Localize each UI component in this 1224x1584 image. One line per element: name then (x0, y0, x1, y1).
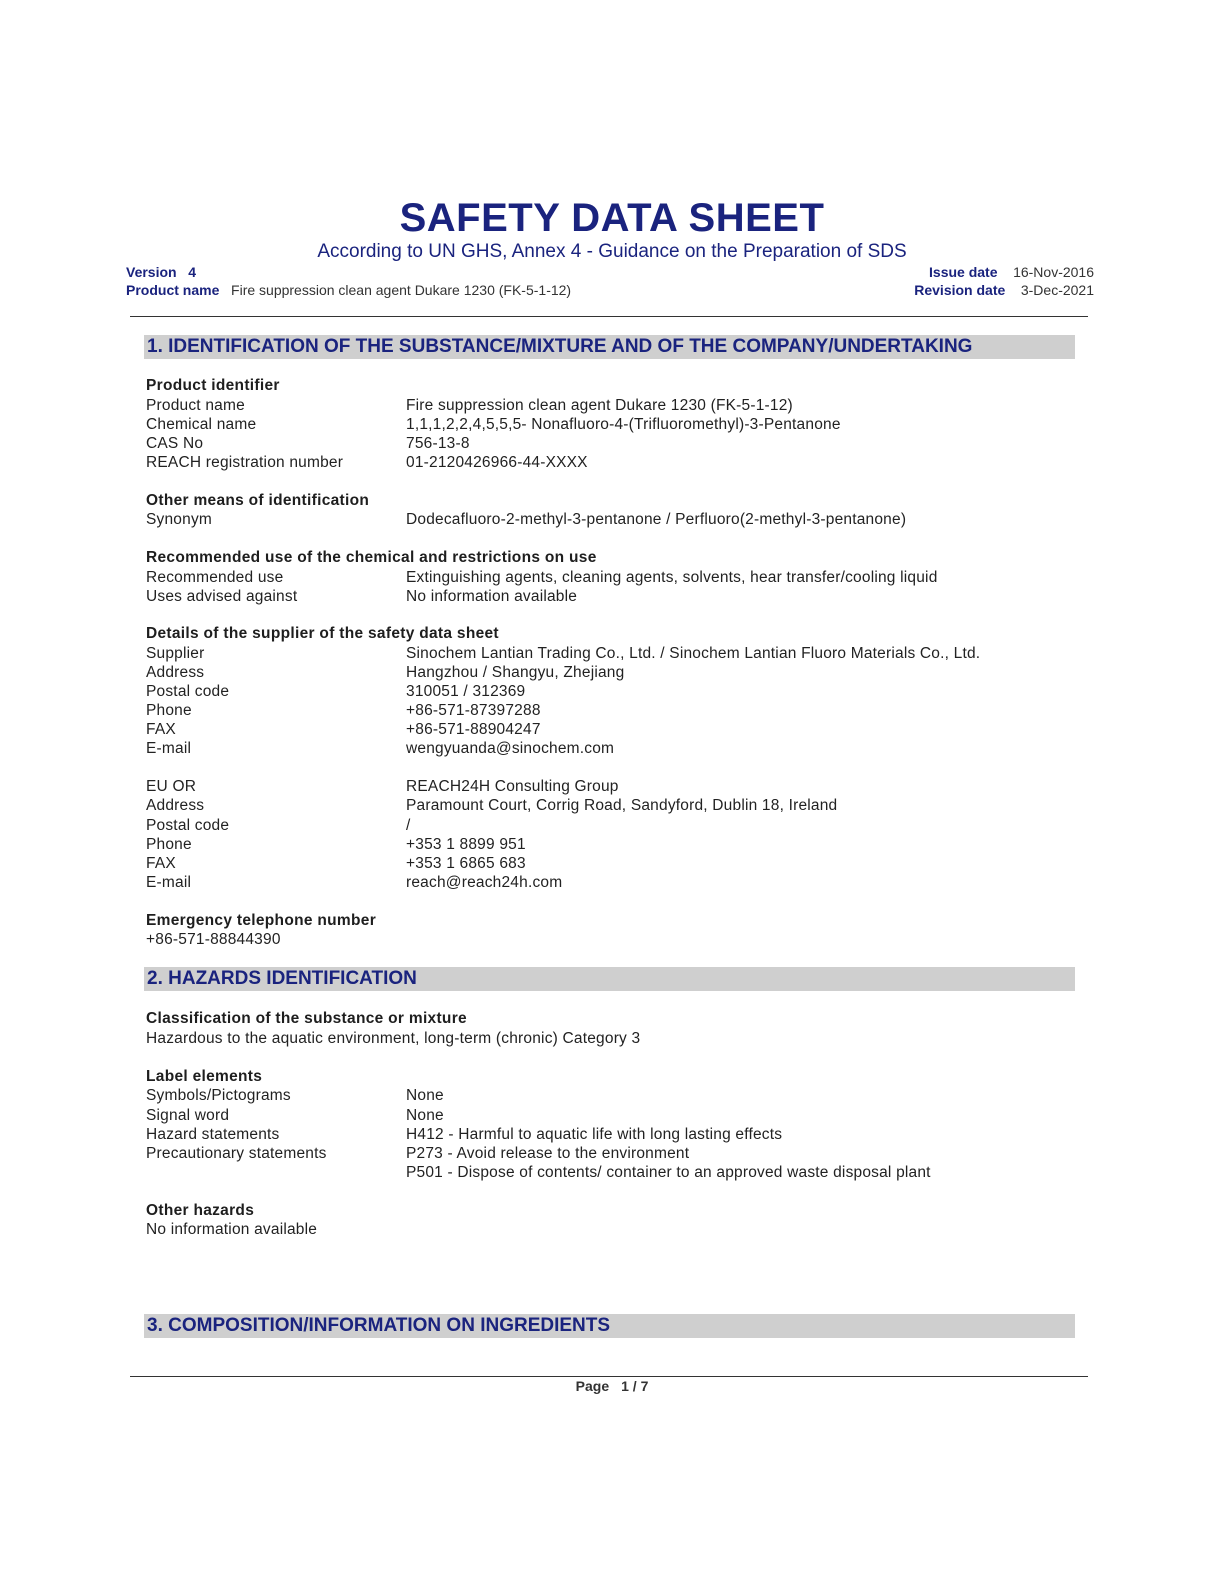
page-label: Page (575, 1378, 610, 1394)
row-value: +353 1 8899 951 (406, 836, 526, 853)
revision-date-line (914, 282, 1094, 298)
row-value: +353 1 6865 683 (406, 855, 526, 872)
row-value: 1,1,1,2,2,4,5,5,5- Nonafluoro-4-(Trifluoromethyl)-3-Pentanone (406, 416, 841, 433)
eu-or-row (146, 816, 1086, 835)
emergency-phone-value: +86-571-88844390 (146, 931, 281, 948)
label-element-row (146, 1163, 1086, 1182)
row-value: 310051 / 312369 (406, 683, 526, 700)
row-label: E-mail (146, 874, 192, 891)
version-line (126, 264, 196, 280)
row-value: / (406, 817, 411, 834)
row-label: Recommended use (146, 569, 284, 586)
issue-date-label: Issue date (929, 264, 998, 280)
row-label: Product name (146, 397, 245, 414)
version-label: Version (126, 264, 177, 280)
issue-date-value: 16-Nov-2016 (1013, 264, 1094, 280)
row-value: +86-571-88904247 (406, 721, 541, 738)
classification-value: Hazardous to the aquatic environment, long-term (chronic) Category 3 (146, 1030, 641, 1047)
row-label: FAX (146, 721, 176, 738)
product-identifier-row (146, 396, 1086, 415)
eu-or-row (146, 873, 1086, 892)
row-label: Chemical name (146, 416, 257, 433)
synonym-row (146, 510, 1086, 529)
recommended-use-heading: Recommended use of the chemical and restrictions on use (146, 549, 597, 566)
row-label: EU OR (146, 778, 197, 795)
row-value: H412 - Harmful to aquatic life with long lasting effects (406, 1126, 783, 1143)
emergency-phone-heading: Emergency telephone number (146, 912, 377, 929)
row-value: None (406, 1087, 444, 1104)
supplier-row (146, 739, 1086, 758)
row-value: +86-571-87397288 (406, 702, 541, 719)
row-value: P273 - Avoid release to the environment (406, 1145, 690, 1162)
page-footer (0, 1378, 1224, 1394)
row-label: E-mail (146, 740, 192, 757)
row-value: Hangzhou / Shangyu, Zhejiang (406, 664, 625, 681)
row-value: Fire suppression clean agent Dukare 1230 (FK-5-1-12) (406, 397, 793, 414)
label-element-row (146, 1106, 1086, 1125)
row-value: Paramount Court, Corrig Road, Sandyford, Dublin 18, Ireland (406, 797, 838, 814)
row-value: Extinguishing agents, cleaning agents, solvents, hear transfer/cooling liquid (406, 569, 938, 586)
row-label: Supplier (146, 645, 205, 662)
product-name-value: Fire suppression clean agent Dukare 1230 (FK-5-1-12) (231, 282, 572, 298)
product-name-label: Product name (126, 282, 220, 298)
section-2-heading: 2. HAZARDS IDENTIFICATION (144, 967, 1075, 991)
version-value: 4 (188, 264, 197, 280)
row-label: CAS No (146, 435, 204, 452)
section-1-heading: 1. IDENTIFICATION OF THE SUBSTANCE/MIXTURE AND OF THE COMPANY/UNDERTAKING (144, 335, 1075, 359)
other-hazards-heading: Other hazards (146, 1202, 255, 1219)
row-label: Address (146, 664, 205, 681)
row-label: Uses advised against (146, 588, 298, 605)
supplier-row (146, 682, 1086, 701)
row-label: Postal code (146, 817, 230, 834)
product-identifier-heading: Product identifier (146, 377, 280, 394)
row-value: 756-13-8 (406, 435, 470, 452)
recommended-use-row (146, 568, 1086, 587)
header-divider (130, 316, 1088, 317)
label-element-row (146, 1125, 1086, 1144)
supplier-row (146, 701, 1086, 720)
product-identifier-row (146, 434, 1086, 453)
recommended-use-row (146, 587, 1086, 606)
row-value: reach@reach24h.com (406, 874, 563, 891)
document-title: SAFETY DATA SHEET (399, 196, 825, 240)
other-means-heading: Other means of identification (146, 492, 370, 509)
eu-or-row (146, 854, 1086, 873)
row-label: FAX (146, 855, 176, 872)
row-label: Phone (146, 702, 192, 719)
label-element-row (146, 1144, 1086, 1163)
supplier-row (146, 644, 1086, 663)
row-value: None (406, 1107, 444, 1124)
row-value: Dodecafluoro-2-methyl-3-pentanone / Perfluoro(2-methyl-3-pentanone) (406, 511, 907, 528)
eu-or-row (146, 796, 1086, 815)
row-label: Synonym (146, 511, 213, 528)
eu-or-row (146, 835, 1086, 854)
supplier-row (146, 663, 1086, 682)
footer-divider (130, 1376, 1088, 1377)
page-number: 1 / 7 (621, 1378, 649, 1394)
row-value: Sinochem Lantian Trading Co., Ltd. / Sinochem Lantian Fluoro Materials Co., Ltd. (406, 645, 981, 662)
classification-heading: Classification of the substance or mixture (146, 1010, 467, 1027)
row-label: Signal word (146, 1107, 230, 1124)
revision-date-value: 3-Dec-2021 (1020, 282, 1094, 298)
row-label: REACH registration number (146, 454, 344, 471)
row-label: Address (146, 797, 205, 814)
row-value: 01-2120426966-44-XXXX (406, 454, 588, 471)
row-label: Symbols/Pictograms (146, 1087, 291, 1104)
label-element-row (146, 1086, 1086, 1105)
row-label: Hazard statements (146, 1126, 280, 1143)
label-elements-heading: Label elements (146, 1068, 263, 1085)
product-identifier-row (146, 453, 1086, 472)
row-value: P501 - Dispose of contents/ container to an approved waste disposal plant (406, 1164, 931, 1181)
row-value: wengyuanda@sinochem.com (406, 740, 615, 757)
section-3-heading: 3. COMPOSITION/INFORMATION ON INGREDIENTS (144, 1314, 1075, 1338)
supplier-row (146, 720, 1086, 739)
supplier-heading: Details of the supplier of the safety data sheet (146, 625, 499, 642)
row-value: No information available (406, 588, 578, 605)
product-identifier-row (146, 415, 1086, 434)
issue-date-line (929, 264, 1094, 280)
row-value: REACH24H Consulting Group (406, 778, 619, 795)
revision-date-label: Revision date (914, 282, 1006, 298)
row-label: Precautionary statements (146, 1145, 327, 1162)
other-hazards-value: No information available (146, 1221, 318, 1238)
row-label: Phone (146, 836, 192, 853)
document-subtitle: According to UN GHS, Annex 4 - Guidance on the Preparation of SDS (317, 241, 907, 262)
row-label: Postal code (146, 683, 230, 700)
product-name-line (126, 282, 571, 298)
eu-or-row (146, 777, 1086, 796)
